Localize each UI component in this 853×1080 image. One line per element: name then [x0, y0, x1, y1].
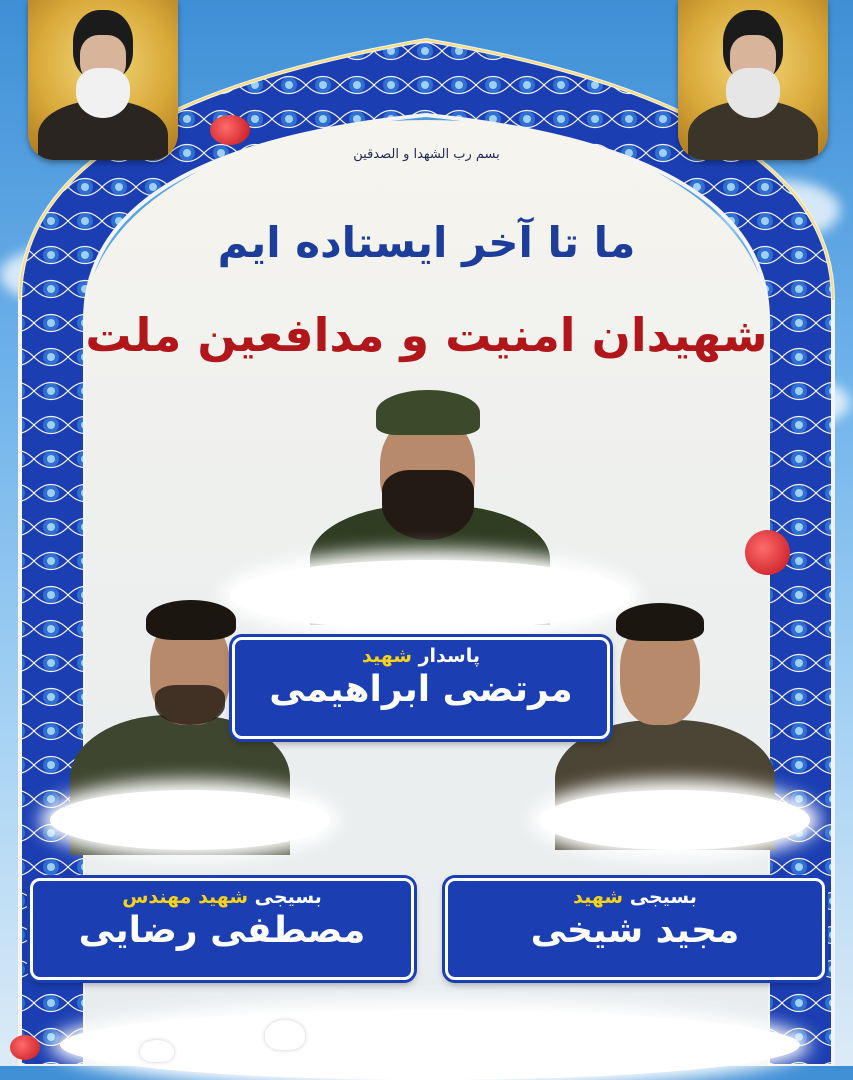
portrait-beard [76, 68, 130, 118]
rank-martyr-word: شهید [362, 645, 412, 667]
martyr-rank [448, 885, 822, 909]
martyr-rank [235, 644, 607, 668]
martyr-name-banner-right [445, 878, 825, 980]
martyr-name: مصطفی رضایی [78, 910, 366, 951]
martyr-name: مرتضی ابراهیمی [269, 669, 573, 710]
rose-petal-icon [210, 115, 250, 145]
poster-subtitle: شهیدان امنیت و مدافعین ملت [85, 308, 768, 362]
rank-prefix: بسیجی [629, 886, 697, 908]
rank-martyr-word: شهید [573, 886, 624, 908]
rank-suffix: مهندس [122, 886, 192, 908]
cloud [540, 790, 810, 850]
martyr-rank [33, 885, 411, 909]
dove-icon [140, 1040, 174, 1062]
rank-prefix: پاسدار [418, 645, 480, 667]
rank-martyr-word: شهید [198, 886, 249, 908]
rose-petal-icon [745, 530, 790, 575]
rank-prefix: بسیجی [254, 886, 322, 908]
beard [155, 685, 225, 725]
martyr-name: مجید شیخی [530, 910, 740, 951]
cap [376, 390, 480, 435]
leader-portrait-right [678, 0, 828, 160]
basmala-text: بسم رب الشهدا و الصدقین [353, 147, 500, 162]
hair [616, 603, 704, 641]
martyr-name-banner-left [30, 878, 414, 980]
cloud [50, 790, 330, 850]
martyr-name-banner-center [232, 637, 610, 739]
portrait-beard [726, 68, 780, 118]
rose-petal-icon [10, 1035, 40, 1060]
poster-title: ما تا آخر ایستاده ایم [217, 218, 636, 267]
hair [146, 600, 236, 640]
leader-portrait-left [28, 0, 178, 160]
beard [382, 470, 474, 540]
dove-icon [265, 1020, 305, 1050]
